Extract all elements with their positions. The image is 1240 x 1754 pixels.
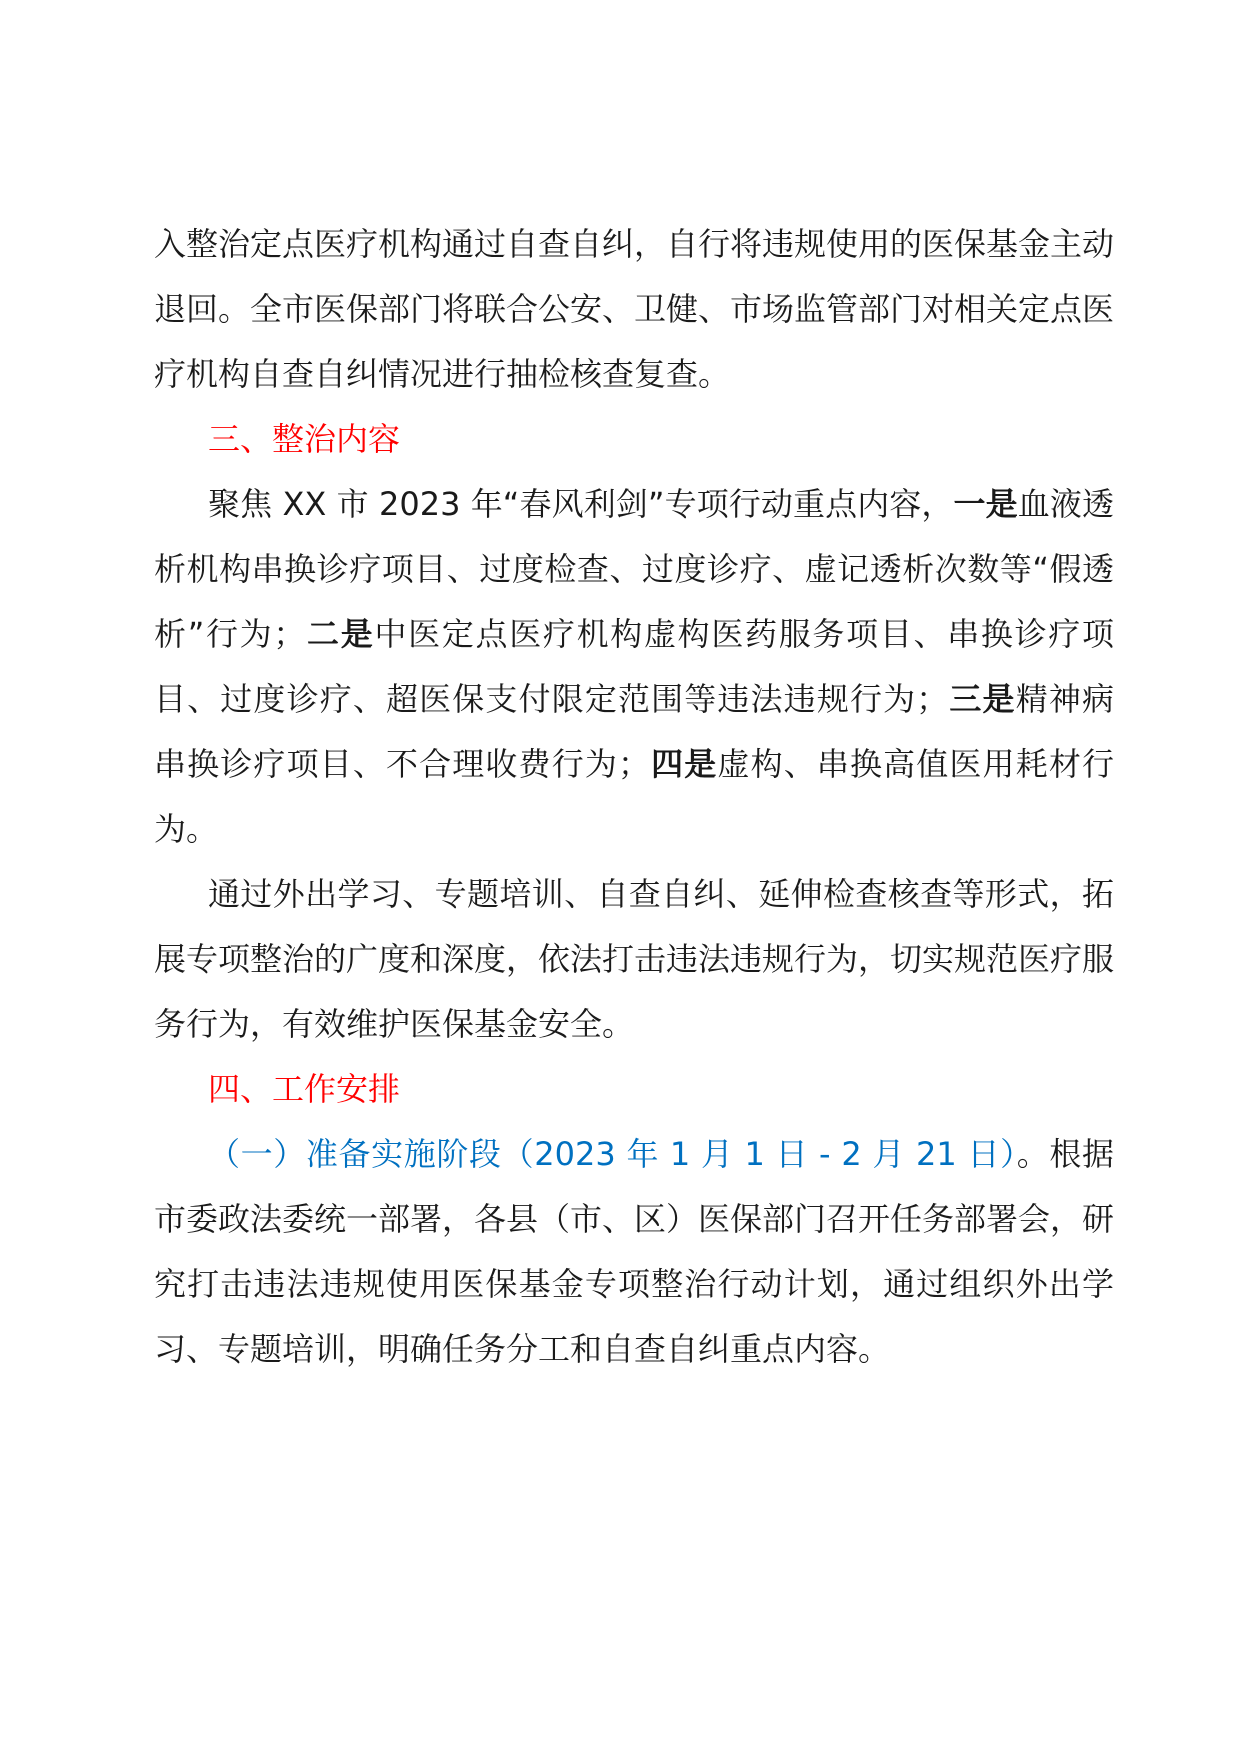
focus-intro: 聚焦 XX 市 2023 年“春风利剑”专项行动重点内容， — [208, 485, 954, 523]
stage-1-text: 。根据市委政法委统一部署，各县（市、区）医保部门召开任务部署会，研究打击违法违规使用医保基金专项整治行动计划，通过组织外出学习、专题培训，明确任务分工和自查自纠重点内容。 — [154, 1135, 1115, 1368]
paragraph-focus-content — [154, 472, 1114, 862]
point-1-text: 血液透析机构串换诊疗项目、过度检查、过度诊疗、虚记透析次数等“假透析”行为； — [154, 485, 1114, 653]
paragraph-continuation: 入整治定点医疗机构通过自查自纠，自行将违规使用的医保基金主动退回。全市医保部门将联合公安、卫健、市场监管部门对相关定点医疗机构自查自纠情况进行抽检核查复查。 — [154, 225, 1115, 393]
paragraph-methods: 通过外出学习、专题培训、自查自纠、延伸检查核查等形式，拓展专项整治的广度和深度，依法打击违法违规行为，切实规范医疗服务行为，有效维护医保基金安全。 — [154, 875, 1115, 1043]
point-2-label: 二是 — [305, 615, 375, 653]
point-4-label: 四是 — [649, 745, 718, 783]
section-heading-4: 四、工作安排 — [208, 1070, 401, 1108]
point-2-text: 中医定点医疗机构虚构医药服务项目、串换诊疗项目、过度诊疗、超医保支付限定范围等违法违规行为； — [154, 615, 1114, 718]
document-body — [154, 212, 1114, 1382]
point-3-label: 三是 — [948, 680, 1016, 718]
point-1-label: 一是 — [953, 485, 1018, 523]
stage-1-title: （一）准备实施阶段（2023 年 1 月 1 日 - 2 月 21 日） — [208, 1135, 1017, 1173]
point-4-text: 虚构、串换高值医用耗材行为。 — [154, 745, 1114, 848]
point-3-text: 精神病串换诊疗项目、不合理收费行为； — [154, 680, 1114, 783]
section-heading-3: 三、整治内容 — [208, 420, 401, 458]
paragraph-stage-1 — [154, 1122, 1114, 1382]
